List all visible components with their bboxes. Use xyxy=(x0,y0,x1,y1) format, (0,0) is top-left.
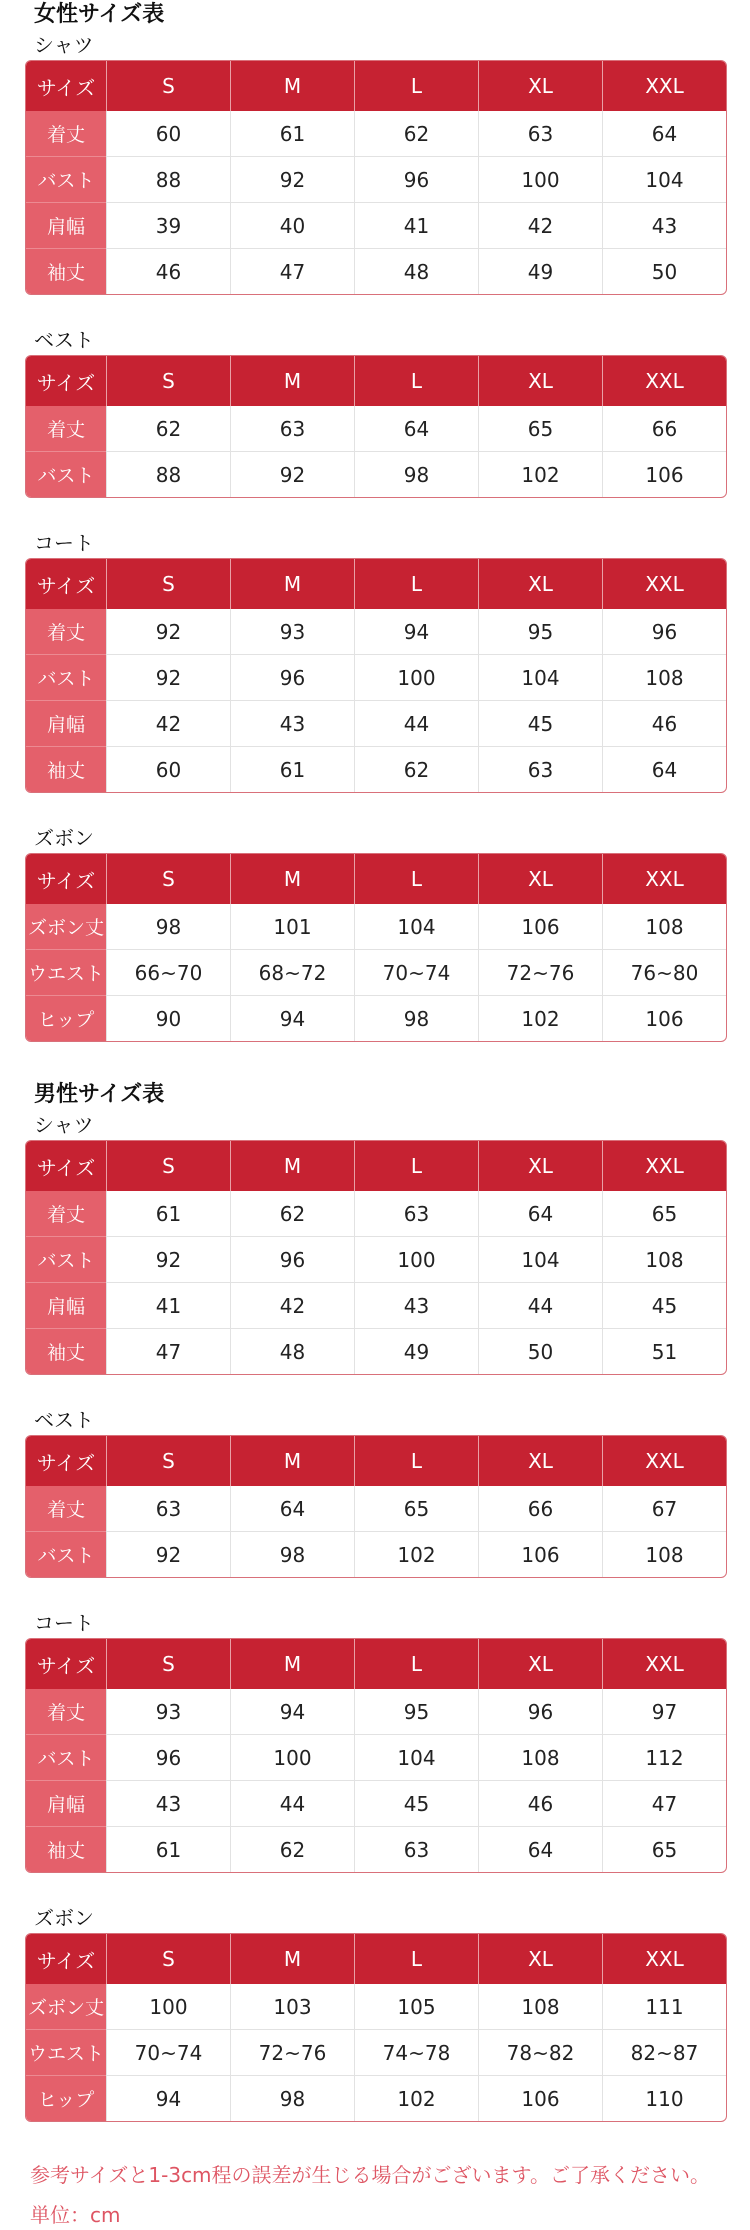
measurement-cell: 65 xyxy=(354,1486,478,1531)
row-label: 着丈 xyxy=(26,1191,106,1236)
table-row xyxy=(26,1236,726,1282)
size-column-header: S xyxy=(106,559,230,609)
measurement-cell: 63 xyxy=(354,1191,478,1236)
measurement-cell: 61 xyxy=(106,1826,230,1872)
measurement-cell: 111 xyxy=(602,1984,726,2029)
size-column-header: XXL xyxy=(602,61,726,111)
row-label: ヒップ xyxy=(26,995,106,1041)
measurement-cell: 95 xyxy=(354,1689,478,1734)
measurement-cell: 100 xyxy=(478,156,602,202)
measurement-cell: 104 xyxy=(354,904,478,949)
row-label: 袖丈 xyxy=(26,1328,106,1374)
measurement-cell: 51 xyxy=(602,1328,726,1374)
measurement-cell: 48 xyxy=(354,248,478,294)
measurement-cell: 108 xyxy=(602,1531,726,1577)
measurement-cell: 62 xyxy=(354,111,478,156)
size-column-header: S xyxy=(106,1141,230,1191)
row-label: ズボン丈 xyxy=(26,1984,106,2029)
measurement-cell: 92 xyxy=(230,156,354,202)
measurement-cell: 64 xyxy=(354,406,478,451)
measurement-cell: 64 xyxy=(478,1191,602,1236)
measurement-cell: 64 xyxy=(602,111,726,156)
table-row xyxy=(26,1689,726,1734)
measurement-cell: 94 xyxy=(230,995,354,1041)
size-column-header: S xyxy=(106,356,230,406)
measurement-cell: 47 xyxy=(106,1328,230,1374)
size-column-header: M xyxy=(230,854,354,904)
measurement-cell: 66~70 xyxy=(106,949,230,995)
measurement-cell: 39 xyxy=(106,202,230,248)
table-row xyxy=(26,248,726,294)
measurement-cell: 94 xyxy=(230,1689,354,1734)
measurement-cell: 102 xyxy=(478,451,602,497)
size-column-header: XL xyxy=(478,356,602,406)
measurement-cell: 106 xyxy=(478,1531,602,1577)
measurement-cell: 67 xyxy=(602,1486,726,1531)
table-row xyxy=(26,1486,726,1531)
measurement-cell: 72~76 xyxy=(230,2029,354,2075)
size-group xyxy=(0,1080,750,2122)
measurement-cell: 82~87 xyxy=(602,2029,726,2075)
row-label: 肩幅 xyxy=(26,202,106,248)
measurement-cell: 44 xyxy=(354,700,478,746)
size-label-header: サイズ xyxy=(26,559,106,609)
measurement-cell: 50 xyxy=(478,1328,602,1374)
measurement-cell: 108 xyxy=(478,1984,602,2029)
size-column-header: L xyxy=(354,356,478,406)
row-label: 着丈 xyxy=(26,111,106,156)
size-column-header: M xyxy=(230,1141,354,1191)
measurement-cell: 98 xyxy=(230,2075,354,2121)
measurement-cell: 104 xyxy=(478,1236,602,1282)
table-row xyxy=(26,1734,726,1780)
table-row xyxy=(26,700,726,746)
measurement-cell: 42 xyxy=(106,700,230,746)
size-table xyxy=(25,355,727,498)
table-row xyxy=(26,202,726,248)
row-label: 袖丈 xyxy=(26,1826,106,1872)
size-table xyxy=(25,853,727,1042)
size-column-header: XL xyxy=(478,854,602,904)
measurement-cell: 94 xyxy=(106,2075,230,2121)
size-column-header: M xyxy=(230,61,354,111)
size-column-header: L xyxy=(354,1141,478,1191)
size-column-header: XXL xyxy=(602,1934,726,1984)
measurement-cell: 95 xyxy=(478,609,602,654)
table-row xyxy=(26,1531,726,1577)
size-label-header: サイズ xyxy=(26,1934,106,1984)
measurement-cell: 62 xyxy=(106,406,230,451)
measurement-cell: 70~74 xyxy=(354,949,478,995)
measurement-cell: 92 xyxy=(106,609,230,654)
table-header-row xyxy=(26,356,726,406)
table-row xyxy=(26,1191,726,1236)
table-header-row xyxy=(26,1141,726,1191)
measurement-cell: 46 xyxy=(602,700,726,746)
table-row xyxy=(26,949,726,995)
measurement-cell: 46 xyxy=(106,248,230,294)
size-column-header: XXL xyxy=(602,854,726,904)
size-column-header: XXL xyxy=(602,1141,726,1191)
size-column-header: S xyxy=(106,1639,230,1689)
row-label: バスト xyxy=(26,1236,106,1282)
measurement-cell: 110 xyxy=(602,2075,726,2121)
size-column-header: L xyxy=(354,854,478,904)
measurement-cell: 43 xyxy=(230,700,354,746)
measurement-cell: 63 xyxy=(478,111,602,156)
size-label-header: サイズ xyxy=(26,356,106,406)
measurement-cell: 100 xyxy=(230,1734,354,1780)
measurement-cell: 100 xyxy=(106,1984,230,2029)
measurement-cell: 60 xyxy=(106,111,230,156)
measurement-cell: 45 xyxy=(354,1780,478,1826)
measurement-cell: 106 xyxy=(602,451,726,497)
measurement-cell: 41 xyxy=(354,202,478,248)
measurement-cell: 96 xyxy=(478,1689,602,1734)
measurement-cell: 40 xyxy=(230,202,354,248)
row-label: 肩幅 xyxy=(26,1780,106,1826)
size-column-header: L xyxy=(354,1436,478,1486)
measurement-cell: 90 xyxy=(106,995,230,1041)
size-label-header: サイズ xyxy=(26,1436,106,1486)
measurement-cell: 42 xyxy=(478,202,602,248)
table-row xyxy=(26,1328,726,1374)
measurement-cell: 43 xyxy=(602,202,726,248)
row-label: ウエスト xyxy=(26,2029,106,2075)
measurement-cell: 41 xyxy=(106,1282,230,1328)
measurement-cell: 102 xyxy=(478,995,602,1041)
size-column-header: XL xyxy=(478,559,602,609)
row-label: 着丈 xyxy=(26,1689,106,1734)
table-row xyxy=(26,111,726,156)
measurement-cell: 45 xyxy=(478,700,602,746)
table-row xyxy=(26,654,726,700)
measurement-cell: 61 xyxy=(106,1191,230,1236)
measurement-cell: 108 xyxy=(478,1734,602,1780)
section-label: ズボン xyxy=(34,1906,94,1930)
table-row xyxy=(26,1826,726,1872)
size-column-header: XL xyxy=(478,61,602,111)
row-label: ウエスト xyxy=(26,949,106,995)
size-column-header: L xyxy=(354,1934,478,1984)
measurement-cell: 98 xyxy=(230,1531,354,1577)
measurement-cell: 47 xyxy=(230,248,354,294)
measurement-cell: 64 xyxy=(478,1826,602,1872)
measurement-cell: 76~80 xyxy=(602,949,726,995)
section-label: シャツ xyxy=(34,33,94,57)
measurement-cell: 65 xyxy=(478,406,602,451)
section-label: シャツ xyxy=(34,1113,94,1137)
table-header-row xyxy=(26,61,726,111)
row-label: 着丈 xyxy=(26,406,106,451)
table-row xyxy=(26,995,726,1041)
size-column-header: XL xyxy=(478,1141,602,1191)
row-label: バスト xyxy=(26,1734,106,1780)
size-column-header: S xyxy=(106,854,230,904)
measurement-cell: 42 xyxy=(230,1282,354,1328)
measurement-cell: 106 xyxy=(478,2075,602,2121)
table-row xyxy=(26,1984,726,2029)
measurement-cell: 103 xyxy=(230,1984,354,2029)
measurement-cell: 61 xyxy=(230,746,354,792)
measurement-cell: 62 xyxy=(230,1191,354,1236)
table-row xyxy=(26,156,726,202)
measurement-cell: 92 xyxy=(230,451,354,497)
row-label: 肩幅 xyxy=(26,700,106,746)
measurement-cell: 104 xyxy=(354,1734,478,1780)
measurement-cell: 106 xyxy=(602,995,726,1041)
table-header-row xyxy=(26,1934,726,1984)
measurement-cell: 64 xyxy=(602,746,726,792)
size-column-header: XXL xyxy=(602,1639,726,1689)
size-column-header: M xyxy=(230,559,354,609)
measurement-cell: 49 xyxy=(478,248,602,294)
row-label: バスト xyxy=(26,156,106,202)
size-column-header: XL xyxy=(478,1639,602,1689)
table-row xyxy=(26,746,726,792)
measurement-cell: 98 xyxy=(354,451,478,497)
measurement-cell: 112 xyxy=(602,1734,726,1780)
table-header-row xyxy=(26,1639,726,1689)
measurement-cell: 94 xyxy=(354,609,478,654)
measurement-cell: 78~82 xyxy=(478,2029,602,2075)
measurement-cell: 43 xyxy=(354,1282,478,1328)
disclaimer-note: 参考サイズと1-3cm程の誤差が生じる場合がございます。ご了承ください。 xyxy=(30,2163,710,2187)
table-row xyxy=(26,2029,726,2075)
row-label: 袖丈 xyxy=(26,746,106,792)
section-label: コート xyxy=(34,1611,94,1635)
measurement-cell: 61 xyxy=(230,111,354,156)
measurement-cell: 62 xyxy=(354,746,478,792)
measurement-cell: 72~76 xyxy=(478,949,602,995)
measurement-cell: 48 xyxy=(230,1328,354,1374)
unit-note: 単位：cm xyxy=(30,2203,121,2227)
table-header-row xyxy=(26,559,726,609)
section-label: コート xyxy=(34,531,94,555)
section-label: ベスト xyxy=(34,328,94,352)
measurement-cell: 101 xyxy=(230,904,354,949)
measurement-cell: 49 xyxy=(354,1328,478,1374)
measurement-cell: 100 xyxy=(354,1236,478,1282)
measurement-cell: 44 xyxy=(230,1780,354,1826)
row-label: 肩幅 xyxy=(26,1282,106,1328)
measurement-cell: 68~72 xyxy=(230,949,354,995)
measurement-cell: 93 xyxy=(230,609,354,654)
measurement-cell: 108 xyxy=(602,1236,726,1282)
size-label-header: サイズ xyxy=(26,1141,106,1191)
measurement-cell: 102 xyxy=(354,1531,478,1577)
section-label: ベスト xyxy=(34,1408,94,1432)
measurement-cell: 104 xyxy=(478,654,602,700)
measurement-cell: 63 xyxy=(106,1486,230,1531)
measurement-cell: 63 xyxy=(354,1826,478,1872)
size-column-header: S xyxy=(106,1934,230,1984)
size-column-header: M xyxy=(230,1436,354,1486)
measurement-cell: 96 xyxy=(106,1734,230,1780)
row-label: 着丈 xyxy=(26,609,106,654)
size-column-header: S xyxy=(106,61,230,111)
size-table xyxy=(25,60,727,295)
measurement-cell: 92 xyxy=(106,1531,230,1577)
size-column-header: XXL xyxy=(602,559,726,609)
size-label-header: サイズ xyxy=(26,61,106,111)
size-column-header: XXL xyxy=(602,1436,726,1486)
size-column-header: L xyxy=(354,1639,478,1689)
size-group xyxy=(0,0,750,1042)
measurement-cell: 92 xyxy=(106,1236,230,1282)
size-column-header: M xyxy=(230,356,354,406)
row-label: 袖丈 xyxy=(26,248,106,294)
measurement-cell: 66 xyxy=(602,406,726,451)
size-table xyxy=(25,1435,727,1578)
measurement-cell: 98 xyxy=(354,995,478,1041)
measurement-cell: 45 xyxy=(602,1282,726,1328)
measurement-cell: 47 xyxy=(602,1780,726,1826)
measurement-cell: 63 xyxy=(478,746,602,792)
measurement-cell: 50 xyxy=(602,248,726,294)
measurement-cell: 108 xyxy=(602,654,726,700)
measurement-cell: 93 xyxy=(106,1689,230,1734)
measurement-cell: 96 xyxy=(354,156,478,202)
measurement-cell: 74~78 xyxy=(354,2029,478,2075)
measurement-cell: 64 xyxy=(230,1486,354,1531)
measurement-cell: 63 xyxy=(230,406,354,451)
measurement-cell: 66 xyxy=(478,1486,602,1531)
size-label-header: サイズ xyxy=(26,854,106,904)
measurement-cell: 108 xyxy=(602,904,726,949)
size-column-header: M xyxy=(230,1639,354,1689)
table-header-row xyxy=(26,854,726,904)
measurement-cell: 88 xyxy=(106,451,230,497)
measurement-cell: 98 xyxy=(106,904,230,949)
table-row xyxy=(26,904,726,949)
table-row xyxy=(26,406,726,451)
measurement-cell: 43 xyxy=(106,1780,230,1826)
row-label: ズボン丈 xyxy=(26,904,106,949)
size-table xyxy=(25,1638,727,1873)
size-column-header: S xyxy=(106,1436,230,1486)
table-row xyxy=(26,1780,726,1826)
table-row xyxy=(26,2075,726,2121)
group-title: 男性サイズ表 xyxy=(34,1082,165,1107)
measurement-cell: 97 xyxy=(602,1689,726,1734)
row-label: 着丈 xyxy=(26,1486,106,1531)
measurement-cell: 92 xyxy=(106,654,230,700)
measurement-cell: 106 xyxy=(478,904,602,949)
size-column-header: L xyxy=(354,61,478,111)
table-row xyxy=(26,451,726,497)
measurement-cell: 46 xyxy=(478,1780,602,1826)
row-label: バスト xyxy=(26,654,106,700)
size-table xyxy=(25,558,727,793)
measurement-cell: 102 xyxy=(354,2075,478,2121)
measurement-cell: 100 xyxy=(354,654,478,700)
section-label: ズボン xyxy=(34,826,94,850)
size-column-header: L xyxy=(354,559,478,609)
measurement-cell: 60 xyxy=(106,746,230,792)
size-table xyxy=(25,1933,727,2122)
row-label: ヒップ xyxy=(26,2075,106,2121)
measurement-cell: 104 xyxy=(602,156,726,202)
size-label-header: サイズ xyxy=(26,1639,106,1689)
measurement-cell: 96 xyxy=(230,1236,354,1282)
measurement-cell: 96 xyxy=(230,654,354,700)
measurement-cell: 70~74 xyxy=(106,2029,230,2075)
table-row xyxy=(26,1282,726,1328)
measurement-cell: 65 xyxy=(602,1826,726,1872)
measurement-cell: 88 xyxy=(106,156,230,202)
table-header-row xyxy=(26,1436,726,1486)
measurement-cell: 96 xyxy=(602,609,726,654)
row-label: バスト xyxy=(26,451,106,497)
size-column-header: XXL xyxy=(602,356,726,406)
measurement-cell: 65 xyxy=(602,1191,726,1236)
measurement-cell: 62 xyxy=(230,1826,354,1872)
size-column-header: M xyxy=(230,1934,354,1984)
table-row xyxy=(26,609,726,654)
group-title: 女性サイズ表 xyxy=(34,2,165,27)
measurement-cell: 105 xyxy=(354,1984,478,2029)
measurement-cell: 44 xyxy=(478,1282,602,1328)
row-label: バスト xyxy=(26,1531,106,1577)
size-table xyxy=(25,1140,727,1375)
size-column-header: XL xyxy=(478,1934,602,1984)
size-column-header: XL xyxy=(478,1436,602,1486)
